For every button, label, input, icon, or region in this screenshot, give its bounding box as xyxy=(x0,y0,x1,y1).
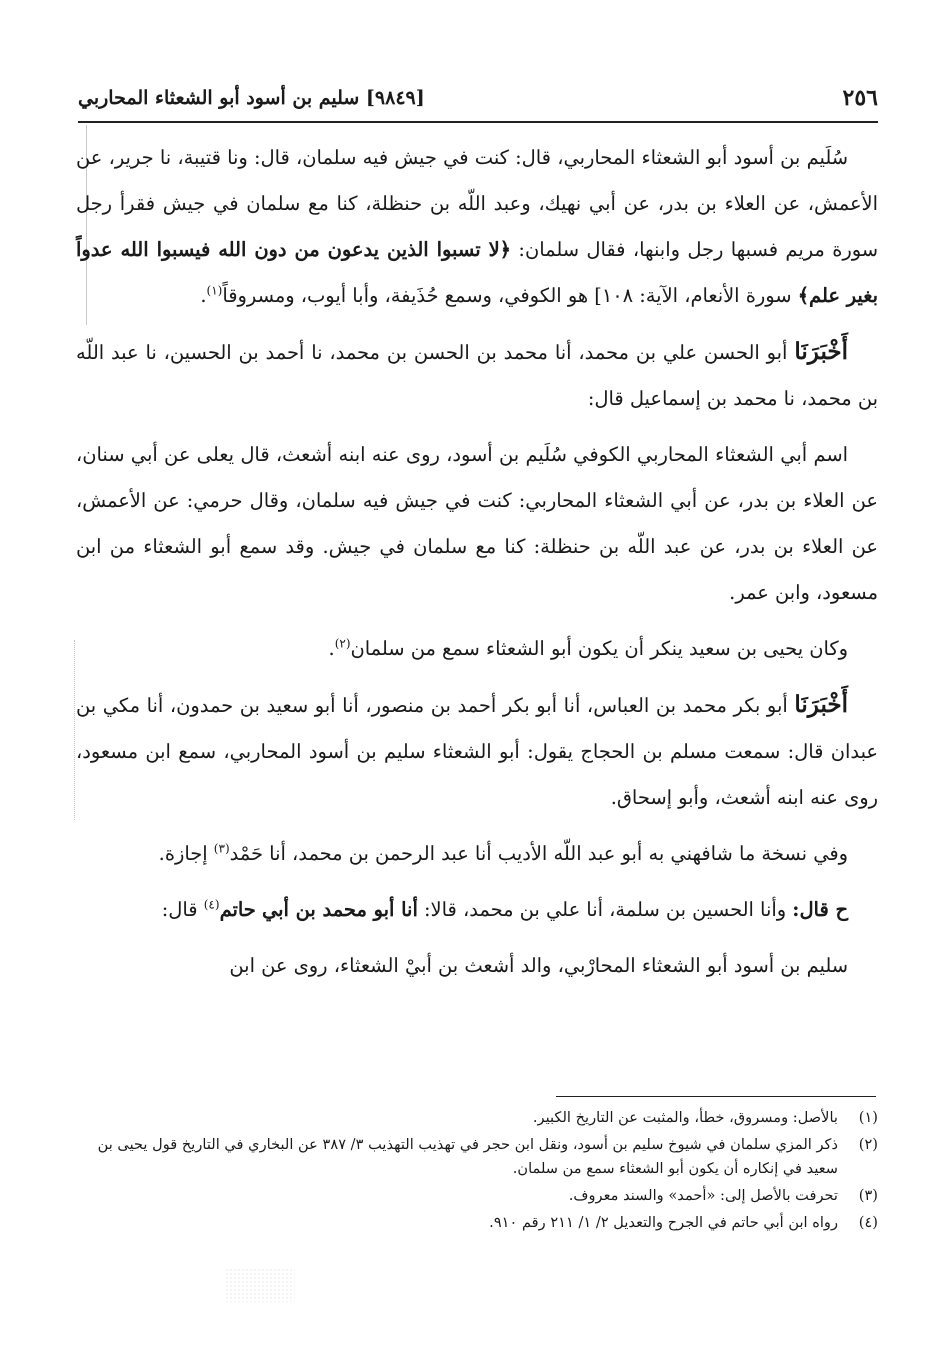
footnote-number: (٤) xyxy=(858,1214,878,1231)
paragraph xyxy=(76,887,878,933)
punctuation: . xyxy=(200,284,207,307)
footnote-rule xyxy=(556,1096,876,1097)
paragraph-text: أبو الحسن علي بن محمد، أنا محمد بن الحسن بن محمد، نا أحمد بن الحسين، نا عبد اللّه بن محمد، نا محمد بن إسماعيل قال: xyxy=(76,341,878,410)
paragraph-text: سورة الأنعام، الآية: ١٠٨] هو الكوفي، وسمع حُذَيفة، وأبا أيوب، ومسروقاً xyxy=(222,284,792,307)
footnotes xyxy=(76,1106,878,1238)
paragraph xyxy=(76,831,878,877)
footnote-text: تحرفت بالأصل إلى: «أحمد» والسند معروف. xyxy=(568,1187,838,1204)
footnote-number: (١) xyxy=(858,1109,878,1126)
footnote-text: بالأصل: ومسروق، خطأ، والمثبت عن التاريخ الكبير. xyxy=(532,1109,838,1126)
paragraph xyxy=(76,329,878,422)
paragraph-text: قال: xyxy=(161,898,204,921)
paragraph-text: سليم بن أسود أبو الشعثاء المحارْبي، والد أشعث بن أبيْ الشعثاء، روى عن ابن xyxy=(229,954,848,977)
footnote-ref: (٤) xyxy=(203,897,220,912)
paragraph-text: وفي نسخة ما شافهني به أبو عبد اللّه الأديب أنا عبد الرحمن بن محمد، أنا حَمْد xyxy=(229,842,848,865)
page-header xyxy=(78,80,878,116)
paragraph-text: سُلَيم بن أسود أبو الشعثاء المحاربي، قال: كنت في جيش فيه سلمان، قال: ونا قتيبة، نا جرير، عن الأعمش، عن العلاء بن بدر، عن أبي نهيك، وعبد اللّه بن حنظلة، كنا مع سلمان في جيش فقرأ رجل سورة مريم فسبها رجل وابنها، فقال سلمان: xyxy=(76,146,878,261)
page-number: ٢٥٦ xyxy=(842,85,878,111)
paragraph xyxy=(76,943,878,989)
paragraph-text: إجازة. xyxy=(158,842,214,865)
footnote xyxy=(76,1184,878,1208)
paragraph xyxy=(76,626,878,672)
paragraph-text: اسم أبي الشعثاء المحاربي الكوفي سُلَيم بن أسود، روى عنه ابنه أشعث، قال يعلى عن أبي سنان، عن العلاء بن بدر، عن أبي الشعثاء المحاربي: كنت في جيش فيه سلمان، وقال حرمي: عن الأعمش، عن العلاء بن بدر، عن عبد اللّه بن حنظلة: كنا مع سلمان في جيش. وقد سمع أبو الشعثاء من ابن مسعود، وابن عمر. xyxy=(76,443,878,604)
quran-quote: ﴿لا تسبوا الذين يدعون من دون الله فيسبوا الله عدواً بغير علم﴾ xyxy=(76,238,878,307)
paragraph-text: وكان يحيى بن سعيد ينكر أن يكون أبو الشعثاء سمع من سلمان xyxy=(350,637,848,660)
paragraph xyxy=(76,432,878,616)
scan-artifact xyxy=(225,1268,295,1302)
footnote xyxy=(76,1133,878,1181)
paragraph xyxy=(76,682,878,821)
paragraph-text: أبو بكر محمد بن العباس، أنا أبو بكر أحمد بن منصور، أنا أبو سعيد بن حمدون، أنا مكي بن عبدان قال: سمعت مسلم بن الحجاج يقول: أبو الشعثاء سليم بن أسود المحاربي، سمع ابن مسعود، روى عنه ابنه أشعث، وأبو إسحاق. xyxy=(76,694,878,809)
ha-qala-lead: ح قال: xyxy=(792,898,848,921)
punctuation: . xyxy=(328,637,335,660)
footnote-text: رواه ابن أبي حاتم في الجرح والتعديل ٢/ ١/ ٢١١ رقم ٩١٠. xyxy=(489,1214,838,1231)
footnote xyxy=(76,1106,878,1130)
footnote-ref: (٢) xyxy=(334,636,351,651)
footnote-number: (٢) xyxy=(858,1136,878,1153)
footnote-ref: (١) xyxy=(206,283,223,298)
footnote-number: (٣) xyxy=(858,1187,878,1204)
main-text xyxy=(76,135,878,999)
footnote xyxy=(76,1211,878,1235)
paragraph-bold-text: حاتم xyxy=(219,898,256,921)
header-rule xyxy=(78,121,878,123)
akhbarana-lead: أَخْبَرَنَا xyxy=(794,338,848,365)
paragraph-text: وأنا الحسين بن سلمة، أنا علي بن محمد، قالا: xyxy=(424,898,787,921)
footnote-text: ذكر المزي سلمان في شيوخ سليم بن أسود، ونقل ابن حجر في تهذيب التهذيب ٣/ ٣٨٧ عن البخاري في التاريخ قول يحيى بن سعيد في إنكاره أن يكون أبو الشعثاء سمع من سلمان. xyxy=(97,1136,838,1177)
akhbarana-lead: أَخْبَرَنَا xyxy=(794,691,848,718)
scan-margin-line xyxy=(74,640,75,820)
paragraph-bold-text: أنا أبو محمد بن أبي xyxy=(261,898,418,921)
footnote-ref: (٣) xyxy=(213,841,230,856)
running-title: [٩٨٤٩] سليم بن أسود أبو الشعثاء المحاربي xyxy=(78,87,425,109)
paragraph xyxy=(76,135,878,319)
